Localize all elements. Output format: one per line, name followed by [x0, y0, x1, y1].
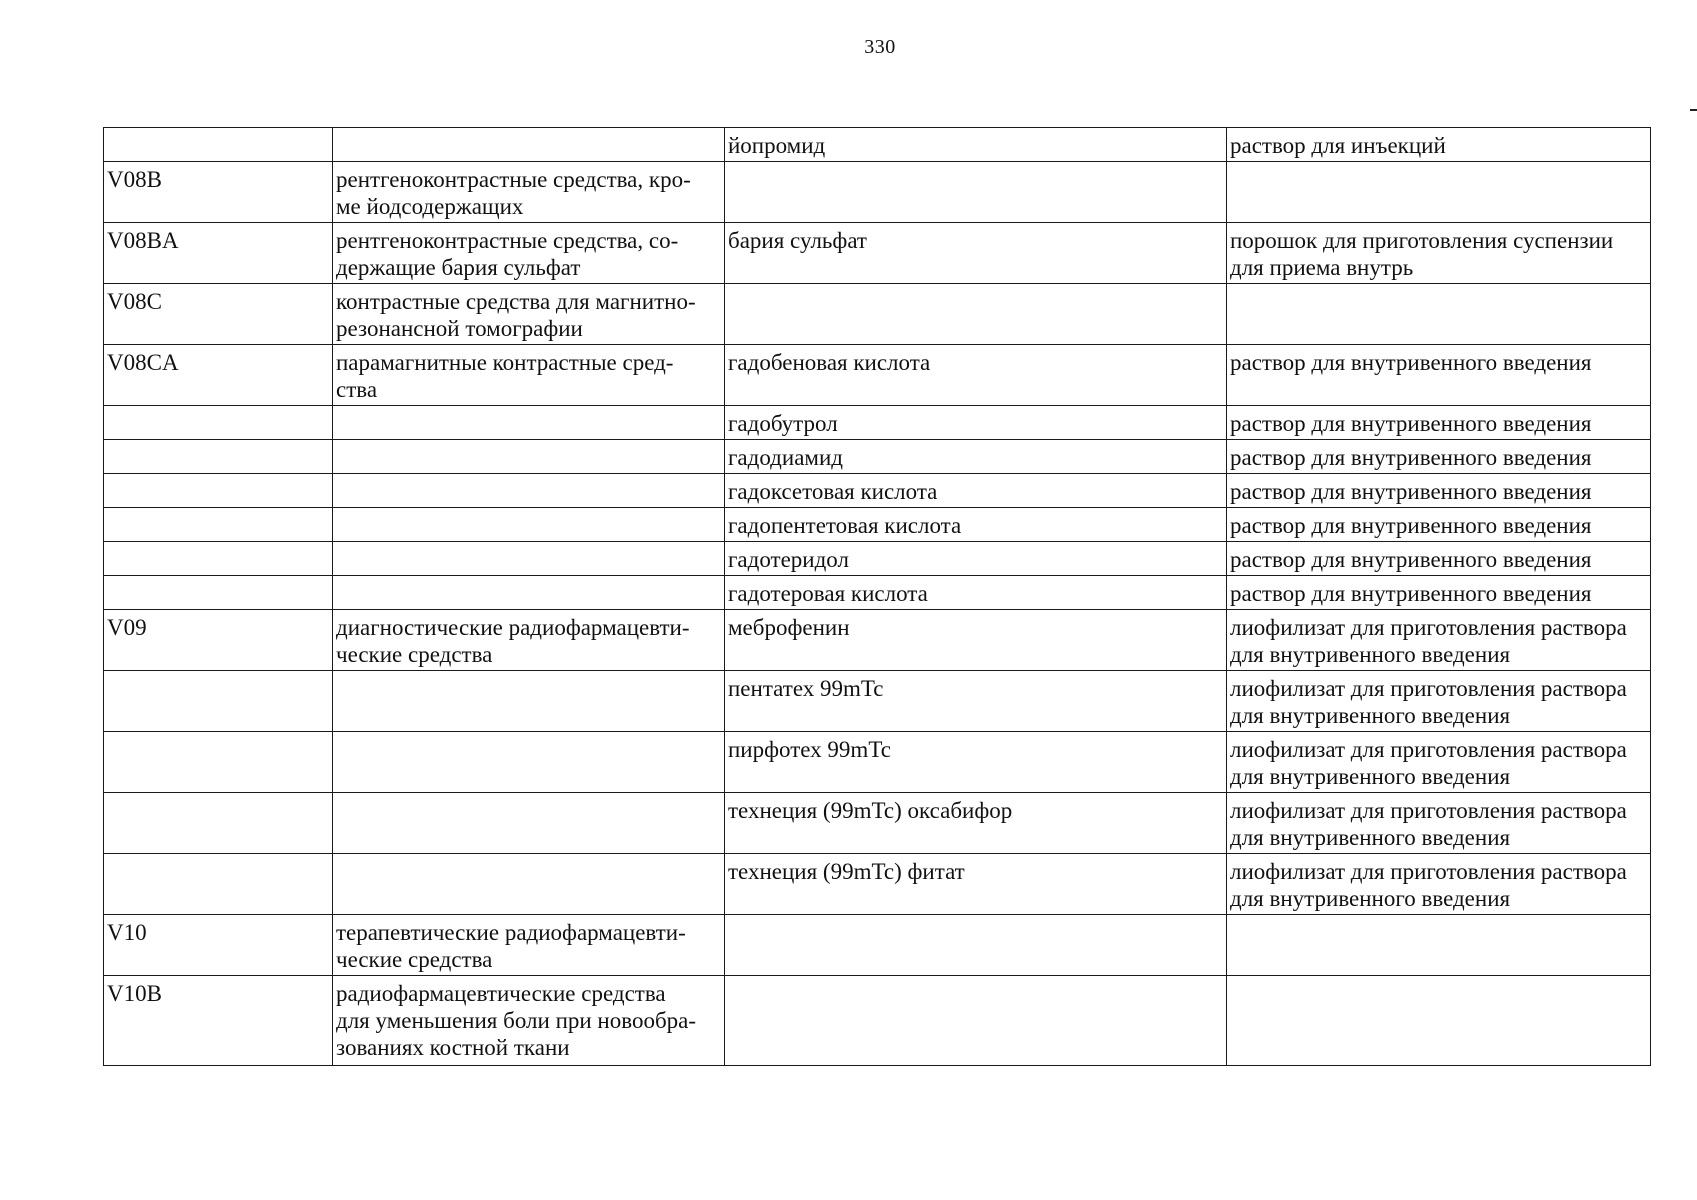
atc-code-cell: [104, 474, 333, 508]
drug-name-cell: [725, 976, 1227, 1066]
table-row: [104, 976, 1651, 1066]
drug-name-cell: [725, 162, 1227, 223]
atc-code-cell: V10B: [104, 976, 333, 1066]
drug-name-cell: гадопентетовая кислота: [725, 508, 1227, 542]
dosage-form-cell: [1227, 284, 1651, 345]
atc-code-cell: [104, 854, 333, 915]
atc-code-cell: [104, 440, 333, 474]
page-number: 330: [864, 36, 896, 58]
group-name-cell: контрастные средства для магнитно- резонансной томографии: [333, 284, 725, 345]
drug-name-cell: гадоксетовая кислота: [725, 474, 1227, 508]
atc-code-cell: V10: [104, 915, 333, 976]
dosage-form-cell: лиофилизат для приготовления раствора для внутривенного введения: [1227, 854, 1651, 915]
table-row: [104, 508, 1651, 542]
group-name-cell: парамагнитные контрастные сред- ства: [333, 345, 725, 406]
table-row: [104, 474, 1651, 508]
drug-name-cell: технеция (99mTc) оксабифор: [725, 793, 1227, 854]
drug-name-cell: пирфотех 99mTc: [725, 732, 1227, 793]
table-row: [104, 542, 1651, 576]
dosage-form-cell: раствор для внутривенного введения: [1227, 542, 1651, 576]
dosage-form-cell: лиофилизат для приготовления раствора для внутривенного введения: [1227, 671, 1651, 732]
dosage-form-cell: лиофилизат для приготовления раствора для внутривенного введения: [1227, 793, 1651, 854]
dosage-form-cell: раствор для внутривенного введения: [1227, 345, 1651, 406]
group-name-cell: [333, 732, 725, 793]
table-row: [104, 223, 1651, 284]
atc-code-cell: [104, 508, 333, 542]
group-name-cell: [333, 542, 725, 576]
drug-name-cell: [725, 915, 1227, 976]
drug-name-cell: гадобеновая кислота: [725, 345, 1227, 406]
drug-name-cell: гадобутрол: [725, 406, 1227, 440]
drug-name-cell: технеция (99mTc) фитат: [725, 854, 1227, 915]
table-row: [104, 732, 1651, 793]
dosage-form-cell: лиофилизат для приготовления раствора для внутривенного введения: [1227, 610, 1651, 671]
group-name-cell: радиофармацевтические средства для уменьшения боли при новообра- зованиях костной ткани: [333, 976, 725, 1066]
dosage-form-cell: раствор для внутривенного введения: [1227, 440, 1651, 474]
dosage-form-cell: раствор для внутривенного введения: [1227, 508, 1651, 542]
dosage-form-cell: порошок для приготовления суспензии для приема внутрь: [1227, 223, 1651, 284]
drug-name-cell: гадотеридол: [725, 542, 1227, 576]
atc-code-cell: [104, 406, 333, 440]
table-row: [104, 162, 1651, 223]
drug-name-cell: пентатех 99mTc: [725, 671, 1227, 732]
atc-code-cell: [104, 576, 333, 610]
drug-name-cell: меброфенин: [725, 610, 1227, 671]
group-name-cell: [333, 508, 725, 542]
group-name-cell: терапевтические радиофармацевти- ческие средства: [333, 915, 725, 976]
table-row: [104, 671, 1651, 732]
atc-code-cell: [104, 128, 333, 162]
atc-code-cell: [104, 542, 333, 576]
table-row: [104, 345, 1651, 406]
group-name-cell: [333, 406, 725, 440]
dosage-form-cell: раствор для внутривенного введения: [1227, 576, 1651, 610]
group-name-cell: диагностические радиофармацевти- ческие средства: [333, 610, 725, 671]
drug-name-cell: [725, 284, 1227, 345]
atc-code-cell: [104, 793, 333, 854]
table-row: [104, 576, 1651, 610]
atc-code-cell: V08CA: [104, 345, 333, 406]
atc-code-cell: V08C: [104, 284, 333, 345]
group-name-cell: [333, 576, 725, 610]
drug-name-cell: йопромид: [725, 128, 1227, 162]
dosage-form-cell: [1227, 915, 1651, 976]
table-row: [104, 128, 1651, 162]
group-name-cell: [333, 671, 725, 732]
drug-name-cell: бария сульфат: [725, 223, 1227, 284]
table-row: [104, 440, 1651, 474]
drug-name-cell: гадотеровая кислота: [725, 576, 1227, 610]
table-row: [104, 610, 1651, 671]
dosage-form-cell: [1227, 976, 1651, 1066]
group-name-cell: [333, 793, 725, 854]
atc-code-cell: V08B: [104, 162, 333, 223]
table-row: [104, 854, 1651, 915]
dosage-form-cell: раствор для инъекций: [1227, 128, 1651, 162]
group-name-cell: [333, 440, 725, 474]
table-row: [104, 406, 1651, 440]
atc-drug-table: [103, 127, 1651, 1066]
atc-code-cell: V08BA: [104, 223, 333, 284]
atc-code-cell: [104, 671, 333, 732]
group-name-cell: рентгеноконтрастные средства, кро- ме йодсодержащих: [333, 162, 725, 223]
dosage-form-cell: [1227, 162, 1651, 223]
dosage-form-cell: раствор для внутривенного введения: [1227, 474, 1651, 508]
group-name-cell: [333, 854, 725, 915]
atc-code-cell: [104, 732, 333, 793]
table-row: [104, 793, 1651, 854]
group-name-cell: [333, 474, 725, 508]
dosage-form-cell: лиофилизат для приготовления раствора для внутривенного введения: [1227, 732, 1651, 793]
group-name-cell: [333, 128, 725, 162]
table-row: [104, 284, 1651, 345]
edge-mark: [1690, 109, 1697, 111]
drug-name-cell: гадодиамид: [725, 440, 1227, 474]
table-row: [104, 915, 1651, 976]
atc-code-cell: V09: [104, 610, 333, 671]
group-name-cell: рентгеноконтрастные средства, со- держащие бария сульфат: [333, 223, 725, 284]
table-body: [104, 128, 1651, 1066]
dosage-form-cell: раствор для внутривенного введения: [1227, 406, 1651, 440]
